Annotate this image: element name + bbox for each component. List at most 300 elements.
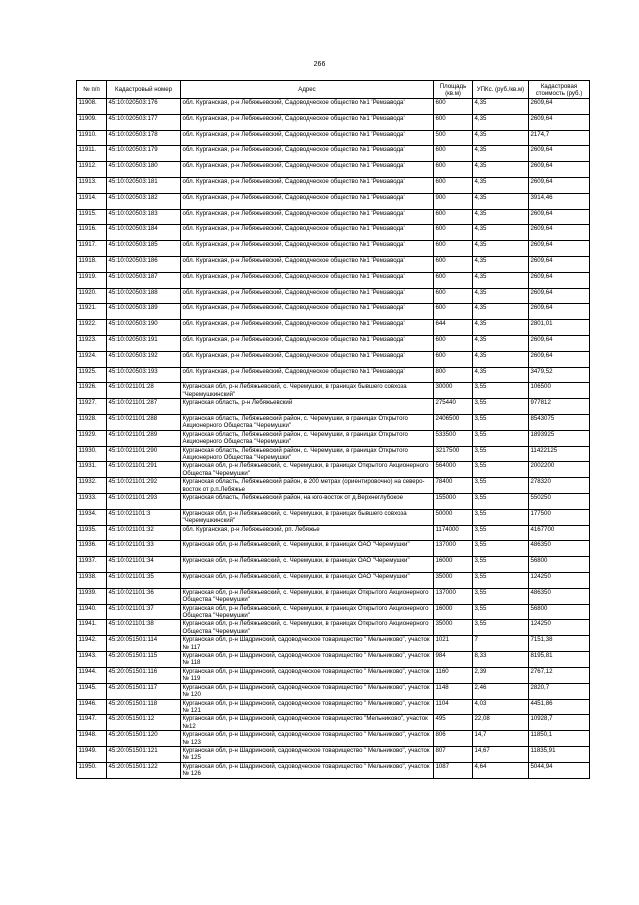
cell-address: Курганская обл, р-н Лебяжьевский, с. Черемушки, в границах бывшего совхоза "Черемушкинский" (181, 509, 434, 525)
cell-index: 11946. (77, 699, 107, 715)
cell-cadastral-number: 45:20:051501:118 (107, 699, 181, 715)
cell-index: 11934. (77, 509, 107, 525)
cell-address: Курганская обл, р-н Лебяжьевский, с. Черемушки, в границах Открытого Акционерного Общества "Черемушки" (181, 620, 434, 636)
header-area: Площадь (кв.м) (434, 81, 473, 99)
cell-area: 800 (434, 367, 473, 383)
cell-index: 11923. (77, 335, 107, 351)
cell-cadastral-cost: 2609,64 (529, 335, 590, 351)
cell-upks: 14,7 (473, 731, 529, 747)
cell-upks: 3,55 (473, 430, 529, 446)
cell-cadastral-number: 45:10:020503:183 (107, 209, 181, 225)
cell-index: 11940. (77, 604, 107, 620)
cell-upks: 7 (473, 636, 529, 652)
cell-cadastral-number: 45:10:020503:181 (107, 177, 181, 193)
cell-address: Курганская обл, р-н Шадринский, садоводческое товарищество " Мельниково", участок № 119 (181, 667, 434, 683)
cell-address: обл. Курганская, р-н Лебяжьевский, Садоводческое общество №1 'Ремзавода' (181, 99, 434, 115)
cell-index: 11916. (77, 225, 107, 241)
cell-index: 11915. (77, 209, 107, 225)
cell-upks: 4,35 (473, 193, 529, 209)
cell-cadastral-cost: 2609,64 (529, 114, 590, 130)
cell-index: 11937. (77, 557, 107, 573)
cell-upks: 4,35 (473, 130, 529, 146)
table-row (77, 667, 590, 683)
cell-cadastral-cost: 2609,64 (529, 209, 590, 225)
cell-cadastral-cost: 8195,81 (529, 652, 590, 668)
cell-cadastral-cost: 2767,12 (529, 667, 590, 683)
cell-address: обл. Курганская, р-н Лебяжьевский, Садоводческое общество №1 'Ремзавода' (181, 177, 434, 193)
cell-area: 1148 (434, 683, 473, 699)
cell-area: 600 (434, 256, 473, 272)
cell-upks: 3,55 (473, 573, 529, 589)
cell-cadastral-cost: 2609,64 (529, 99, 590, 115)
table-row (77, 541, 590, 557)
table-row (77, 573, 590, 589)
cell-area: 1104 (434, 699, 473, 715)
cell-area: 600 (434, 335, 473, 351)
cell-address: Курганская обл, р-н Лебяжьевский, с. Черемушки, в границах Открытого Акционерного Общества "Черемушки" (181, 604, 434, 620)
cell-area: 600 (434, 351, 473, 367)
cell-address: Курганская область, Лебяжьевский район, с. Черемушки, в границах Открытого Акционерного Общества "Черемушки" (181, 446, 434, 462)
cell-index: 11930. (77, 446, 107, 462)
cell-cadastral-number: 45:10:021101:289 (107, 430, 181, 446)
cell-index: 11933. (77, 494, 107, 510)
cell-upks: 3,55 (473, 414, 529, 430)
cell-cadastral-number: 45:10:021101:292 (107, 478, 181, 494)
cell-upks: 3,55 (473, 478, 529, 494)
table-row (77, 351, 590, 367)
cell-cadastral-number: 45:10:021101:3 (107, 509, 181, 525)
cell-cadastral-cost: 278320 (529, 478, 590, 494)
cell-upks: 14,67 (473, 746, 529, 762)
cell-cadastral-cost: 10928,7 (529, 715, 590, 731)
cell-cadastral-number: 45:10:020503:176 (107, 99, 181, 115)
cell-cadastral-cost: 2609,64 (529, 225, 590, 241)
table-row (77, 399, 590, 415)
cell-index: 11918. (77, 256, 107, 272)
cell-index: 11945. (77, 683, 107, 699)
table-row (77, 683, 590, 699)
cell-area: 16000 (434, 604, 473, 620)
cell-index: 11947. (77, 715, 107, 731)
cell-upks: 3,55 (473, 494, 529, 510)
table-row (77, 604, 590, 620)
table-row (77, 430, 590, 446)
cell-cadastral-cost: 7151,38 (529, 636, 590, 652)
header-index: № п/п (77, 81, 107, 99)
cell-area: 600 (434, 209, 473, 225)
table-row (77, 130, 590, 146)
cell-address: обл. Курганская, р-н Лебяжьевский, Садоводческое общество №1 'Ремзавода' (181, 304, 434, 320)
table-row (77, 225, 590, 241)
cell-area: 600 (434, 272, 473, 288)
cell-cadastral-cost: 106500 (529, 383, 590, 399)
cell-cadastral-cost: 2609,64 (529, 146, 590, 162)
cell-upks: 4,35 (473, 272, 529, 288)
cell-address: обл. Курганская, р-н Лебяжьевский, Садоводческое общество №1 'Ремзавода' (181, 241, 434, 257)
cell-address: Курганская обл, р-н Шадринский, садоводческое товарищество " Мельниково", участок № 117 (181, 636, 434, 652)
cell-address: обл. Курганская, р-н Лебяжьевский, Садоводческое общество №1 'Ремзавода' (181, 162, 434, 178)
table-row (77, 256, 590, 272)
cell-area: 1021 (434, 636, 473, 652)
cell-address: Курганская область, р-н Лебяжьевский (181, 399, 434, 415)
cell-cadastral-number: 45:10:021101:290 (107, 446, 181, 462)
table-row (77, 162, 590, 178)
cell-cadastral-number: 45:20:051501:121 (107, 746, 181, 762)
cell-index: 11941. (77, 620, 107, 636)
cell-index: 11931. (77, 462, 107, 478)
cell-address: Курганская обл, р-н Лебяжьевский, с. Черемушки, в границах Открытого Акционерного Общества "Черемушки" (181, 588, 434, 604)
cell-area: 807 (434, 746, 473, 762)
cell-index: 11917. (77, 241, 107, 257)
cell-cadastral-number: 45:10:020503:188 (107, 288, 181, 304)
cell-cadastral-number: 45:10:021101:33 (107, 541, 181, 557)
cell-area: 600 (434, 288, 473, 304)
cell-address: Курганская обл, р-н Лебяжьевский, с. Черемушки, в границах ОАО "Черемушки" (181, 557, 434, 573)
cell-cadastral-cost: 2002200 (529, 462, 590, 478)
cell-cadastral-cost: 3479,52 (529, 367, 590, 383)
cell-address: обл. Курганская, р-н Лебяжьевский, рп. Лебяжье (181, 525, 434, 541)
cell-upks: 3,55 (473, 525, 529, 541)
table-row (77, 762, 590, 778)
cell-area: 1174000 (434, 525, 473, 541)
cell-upks: 3,55 (473, 541, 529, 557)
cell-upks: 8,33 (473, 652, 529, 668)
cell-area: 533500 (434, 430, 473, 446)
cell-cadastral-number: 45:10:020503:185 (107, 241, 181, 257)
cell-area: 600 (434, 114, 473, 130)
cell-cadastral-cost: 2609,64 (529, 162, 590, 178)
cell-upks: 4,35 (473, 162, 529, 178)
cell-address: Курганская обл, р-н Шадринский, садоводческое товарищество " Мельниково", участок № 121 (181, 699, 434, 715)
cell-cadastral-number: 45:10:020503:187 (107, 272, 181, 288)
cell-cadastral-number: 45:10:020503:186 (107, 256, 181, 272)
cell-cadastral-cost: 2609,64 (529, 177, 590, 193)
cell-area: 2406500 (434, 414, 473, 430)
cell-index: 11928. (77, 414, 107, 430)
cell-upks: 4,35 (473, 177, 529, 193)
cell-index: 11922. (77, 320, 107, 336)
table-row (77, 304, 590, 320)
cell-cadastral-number: 45:10:020503:177 (107, 114, 181, 130)
cell-cadastral-number: 45:10:020503:191 (107, 335, 181, 351)
cell-address: обл. Курганская, р-н Лебяжьевский, Садоводческое общество №1 'Ремзавода' (181, 256, 434, 272)
cell-upks: 4,64 (473, 762, 529, 778)
cell-upks: 4,35 (473, 288, 529, 304)
cell-area: 806 (434, 731, 473, 747)
cell-cadastral-cost: 2801,01 (529, 320, 590, 336)
cell-upks: 4,35 (473, 367, 529, 383)
cell-cadastral-number: 45:20:051501:12 (107, 715, 181, 731)
cell-index: 11924. (77, 351, 107, 367)
table-row (77, 588, 590, 604)
table-row (77, 652, 590, 668)
cell-index: 11925. (77, 367, 107, 383)
cell-cadastral-number: 45:10:021101:28 (107, 383, 181, 399)
cell-index: 11943. (77, 652, 107, 668)
page-number: 266 (313, 61, 326, 68)
cell-cadastral-cost: 11850,1 (529, 731, 590, 747)
cell-cadastral-number: 45:20:051501:116 (107, 667, 181, 683)
cell-upks: 4,35 (473, 99, 529, 115)
cell-cadastral-number: 45:10:020503:179 (107, 146, 181, 162)
cell-index: 11929. (77, 430, 107, 446)
table-row (77, 193, 590, 209)
cell-area: 1087 (434, 762, 473, 778)
cell-address: Курганская обл, р-н Шадринский, садоводческое товарищество "Мельниково", участок №12 (181, 715, 434, 731)
header-address: Адрес (181, 81, 434, 99)
table-row (77, 746, 590, 762)
table-row (77, 146, 590, 162)
cell-index: 11948. (77, 731, 107, 747)
cell-area: 137000 (434, 588, 473, 604)
cell-index: 11938. (77, 573, 107, 589)
cell-cadastral-cost: 177500 (529, 509, 590, 525)
cell-cadastral-number: 45:10:020503:193 (107, 367, 181, 383)
table-row (77, 636, 590, 652)
cell-upks: 3,55 (473, 399, 529, 415)
table-row (77, 320, 590, 336)
cell-area: 600 (434, 146, 473, 162)
cell-cadastral-number: 45:20:051501:120 (107, 731, 181, 747)
cell-cadastral-cost: 1893925 (529, 430, 590, 446)
cell-address: обл. Курганская, р-н Лебяжьевский, Садоводческое общество №1 'Ремзавода' (181, 351, 434, 367)
cell-index: 11950. (77, 762, 107, 778)
cell-index: 11926. (77, 383, 107, 399)
cell-area: 644 (434, 320, 473, 336)
cell-cadastral-number: 45:10:021101:38 (107, 620, 181, 636)
cell-area: 1160 (434, 667, 473, 683)
cell-upks: 3,55 (473, 383, 529, 399)
cell-area: 600 (434, 241, 473, 257)
cell-upks: 3,55 (473, 446, 529, 462)
cell-index: 11912. (77, 162, 107, 178)
cell-address: обл. Курганская, р-н Лебяжьевский, Садоводческое общество №1 'Ремзавода' (181, 272, 434, 288)
cell-address: Курганская область, Лебяжьевский район, на юго-восток от д.Верхнеглубокое (181, 494, 434, 510)
table-row (77, 494, 590, 510)
cell-address: Курганская обл, р-н Шадринский, садоводческое товарищество " Мельниково", участок № 126 (181, 762, 434, 778)
cell-upks: 4,35 (473, 320, 529, 336)
cell-upks: 4,03 (473, 699, 529, 715)
cell-upks: 3,55 (473, 604, 529, 620)
cell-cadastral-number: 45:10:020503:189 (107, 304, 181, 320)
cell-cadastral-number: 45:10:020503:192 (107, 351, 181, 367)
cell-cadastral-number: 45:10:021101:32 (107, 525, 181, 541)
cell-cadastral-number: 45:10:020503:180 (107, 162, 181, 178)
cell-area: 900 (434, 193, 473, 209)
cell-cadastral-cost: 124250 (529, 620, 590, 636)
cell-area: 3217500 (434, 446, 473, 462)
cell-upks: 3,55 (473, 557, 529, 573)
cell-cadastral-cost: 5044,94 (529, 762, 590, 778)
table-row (77, 446, 590, 462)
cell-area: 495 (434, 715, 473, 731)
cell-cadastral-number: 45:10:021101:37 (107, 604, 181, 620)
table-row (77, 715, 590, 731)
cell-upks: 4,35 (473, 335, 529, 351)
cell-cadastral-cost: 2609,64 (529, 272, 590, 288)
table-row (77, 114, 590, 130)
cell-area: 78400 (434, 478, 473, 494)
cell-upks: 22,08 (473, 715, 529, 731)
cell-address: Курганская обл, р-н Шадринский, садоводческое товарищество " Мельниково", участок № 118 (181, 652, 434, 668)
cell-index: 11944. (77, 667, 107, 683)
table-row (77, 367, 590, 383)
cell-area: 35000 (434, 620, 473, 636)
cell-index: 11935. (77, 525, 107, 541)
cell-cadastral-cost: 56800 (529, 604, 590, 620)
cell-upks: 3,55 (473, 588, 529, 604)
cell-cadastral-cost: 4451,86 (529, 699, 590, 715)
table-row (77, 462, 590, 478)
cell-area: 600 (434, 162, 473, 178)
cell-cadastral-number: 45:10:020503:178 (107, 130, 181, 146)
cell-index: 11911. (77, 146, 107, 162)
cell-area: 155000 (434, 494, 473, 510)
cell-cadastral-cost: 124250 (529, 573, 590, 589)
cell-index: 11932. (77, 478, 107, 494)
cell-index: 11909. (77, 114, 107, 130)
cell-area: 35000 (434, 573, 473, 589)
cell-cadastral-number: 45:10:021101:288 (107, 414, 181, 430)
table-row (77, 478, 590, 494)
table-row (77, 99, 590, 115)
cell-cadastral-cost: 2609,64 (529, 288, 590, 304)
cell-index: 11936. (77, 541, 107, 557)
table-row (77, 335, 590, 351)
cell-upks: 4,35 (473, 209, 529, 225)
cell-address: Курганская обл, р-н Шадринский, садоводческое товарищество " Мельниково", участок № 120 (181, 683, 434, 699)
table-row (77, 620, 590, 636)
cell-cadastral-number: 45:20:051501:115 (107, 652, 181, 668)
cell-address: обл. Курганская, р-н Лебяжьевский, Садоводческое общество №1 'Ремзавода' (181, 320, 434, 336)
cell-cadastral-cost: 977812 (529, 399, 590, 415)
header-cadastral-number: Кадастровый номер (107, 81, 181, 99)
cell-area: 50000 (434, 509, 473, 525)
cell-address: Курганская обл, р-н Лебяжьевский, с. Черемушки, в границах ОАО "Черемушки" (181, 573, 434, 589)
cell-upks: 4,35 (473, 146, 529, 162)
header-upks: УПКс. (руб./кв.м) (473, 81, 529, 99)
cell-index: 11908. (77, 99, 107, 115)
cell-address: Курганская обл, р-н Лебяжьевский, с. Черемушки, в границах Открытого Акционерного Общества "Черемушки" (181, 462, 434, 478)
cell-area: 600 (434, 177, 473, 193)
table-row (77, 557, 590, 573)
cell-address: обл. Курганская, р-н Лебяжьевский, Садоводческое общество №1 'Ремзавода' (181, 367, 434, 383)
cell-cadastral-cost: 2820,7 (529, 683, 590, 699)
cell-cadastral-number: 45:10:021101:293 (107, 494, 181, 510)
cell-address: обл. Курганская, р-н Лебяжьевский, Садоводческое общество №1 'Ремзавода' (181, 335, 434, 351)
cell-address: Курганская область, Лебяжьевский район, с. Черемушки, в границах Открытого Акционерного Общества "Черемушки" (181, 414, 434, 430)
cell-cadastral-number: 45:10:021101:34 (107, 557, 181, 573)
cell-area: 137000 (434, 541, 473, 557)
cell-address: обл. Курганская, р-н Лебяжьевский, Садоводческое общество №1 'Ремзавода' (181, 130, 434, 146)
cell-cadastral-cost: 4167700 (529, 525, 590, 541)
cell-cadastral-cost: 2174,7 (529, 130, 590, 146)
cell-address: обл. Курганская, р-н Лебяжьевский, Садоводческое общество №1 'Ремзавода' (181, 288, 434, 304)
cell-index: 11920. (77, 288, 107, 304)
cell-address: обл. Курганская, р-н Лебяжьевский, Садоводческое общество №1 'Ремзавода' (181, 146, 434, 162)
cell-upks: 2,39 (473, 667, 529, 683)
cell-upks: 4,35 (473, 304, 529, 320)
cell-address: обл. Курганская, р-н Лебяжьевский, Садоводческое общество №1 'Ремзавода' (181, 114, 434, 130)
cell-upks: 2,46 (473, 683, 529, 699)
cell-cadastral-cost: 56800 (529, 557, 590, 573)
cell-cadastral-number: 45:10:021101:36 (107, 588, 181, 604)
cell-upks: 4,35 (473, 351, 529, 367)
cell-address: Курганская обл, р-н Лебяжьевский, с. Черемушки, в границах ОАО "Черемушки" (181, 541, 434, 557)
header-cadastral-cost: Кадастровая стоимость (руб.) (529, 81, 590, 99)
table-body (77, 99, 590, 779)
cell-cadastral-number: 45:20:051501:122 (107, 762, 181, 778)
table-row (77, 241, 590, 257)
table-row (77, 414, 590, 430)
cell-address: Курганская обл, р-н Шадринский, садоводческое товарищество " Мельниково", участок № 123 (181, 731, 434, 747)
cell-area: 500 (434, 130, 473, 146)
cell-address: обл. Курганская, р-н Лебяжьевский, Садоводческое общество №1 'Ремзавода' (181, 209, 434, 225)
cell-area: 600 (434, 225, 473, 241)
cell-cadastral-cost: 2609,64 (529, 304, 590, 320)
table-header-row (77, 81, 590, 99)
cell-cadastral-number: 45:10:021101:35 (107, 573, 181, 589)
cell-cadastral-cost: 486350 (529, 541, 590, 557)
cell-area: 600 (434, 99, 473, 115)
cell-cadastral-number: 45:10:021101:287 (107, 399, 181, 415)
cell-upks: 3,55 (473, 462, 529, 478)
cell-index: 11949. (77, 746, 107, 762)
cell-index: 11913. (77, 177, 107, 193)
cell-index: 11939. (77, 588, 107, 604)
cell-cadastral-number: 45:10:020503:184 (107, 225, 181, 241)
cell-index: 11921. (77, 304, 107, 320)
cell-cadastral-cost: 550250 (529, 494, 590, 510)
cell-area: 564000 (434, 462, 473, 478)
cell-address: обл. Курганская, р-н Лебяжьевский, Садоводческое общество №1 'Ремзавода' (181, 193, 434, 209)
cell-address: обл. Курганская, р-н Лебяжьевский, Садоводческое общество №1 'Ремзавода' (181, 225, 434, 241)
table-row (77, 731, 590, 747)
cell-cadastral-cost: 2609,64 (529, 256, 590, 272)
cell-cadastral-cost: 8543075 (529, 414, 590, 430)
cell-upks: 4,35 (473, 225, 529, 241)
cell-area: 984 (434, 652, 473, 668)
cell-address: Курганская область, Лебяжьевский район, с. Черемушки, в границах Открытого Акционерного Общества "Черемушки" (181, 430, 434, 446)
cell-area: 600 (434, 304, 473, 320)
cadastral-table (76, 80, 590, 779)
cell-upks: 3,55 (473, 620, 529, 636)
table-row (77, 525, 590, 541)
table-row (77, 272, 590, 288)
cell-cadastral-cost: 11835,91 (529, 746, 590, 762)
cell-cadastral-number: 45:10:020503:190 (107, 320, 181, 336)
cell-area: 275440 (434, 399, 473, 415)
table-row (77, 383, 590, 399)
cell-cadastral-cost: 2609,64 (529, 351, 590, 367)
cell-address: Курганская обл, р-н Лебяжьевский, с. Черемушки, в границах бывшего совхоза "Черемушкинский" (181, 383, 434, 399)
cell-area: 16000 (434, 557, 473, 573)
cell-address: Курганская обл, р-н Шадринский, садоводческое товарищество " Мельниково", участок № 125 (181, 746, 434, 762)
cell-cadastral-cost: 3914,46 (529, 193, 590, 209)
cell-index: 11927. (77, 399, 107, 415)
cell-cadastral-number: 45:10:021101:291 (107, 462, 181, 478)
cell-area: 30000 (434, 383, 473, 399)
table-row (77, 509, 590, 525)
cell-upks: 4,35 (473, 241, 529, 257)
cell-upks: 4,35 (473, 114, 529, 130)
table-row (77, 699, 590, 715)
cell-index: 11910. (77, 130, 107, 146)
cell-cadastral-number: 45:20:051501:117 (107, 683, 181, 699)
cell-upks: 3,55 (473, 509, 529, 525)
table-row (77, 288, 590, 304)
cell-index: 11942. (77, 636, 107, 652)
